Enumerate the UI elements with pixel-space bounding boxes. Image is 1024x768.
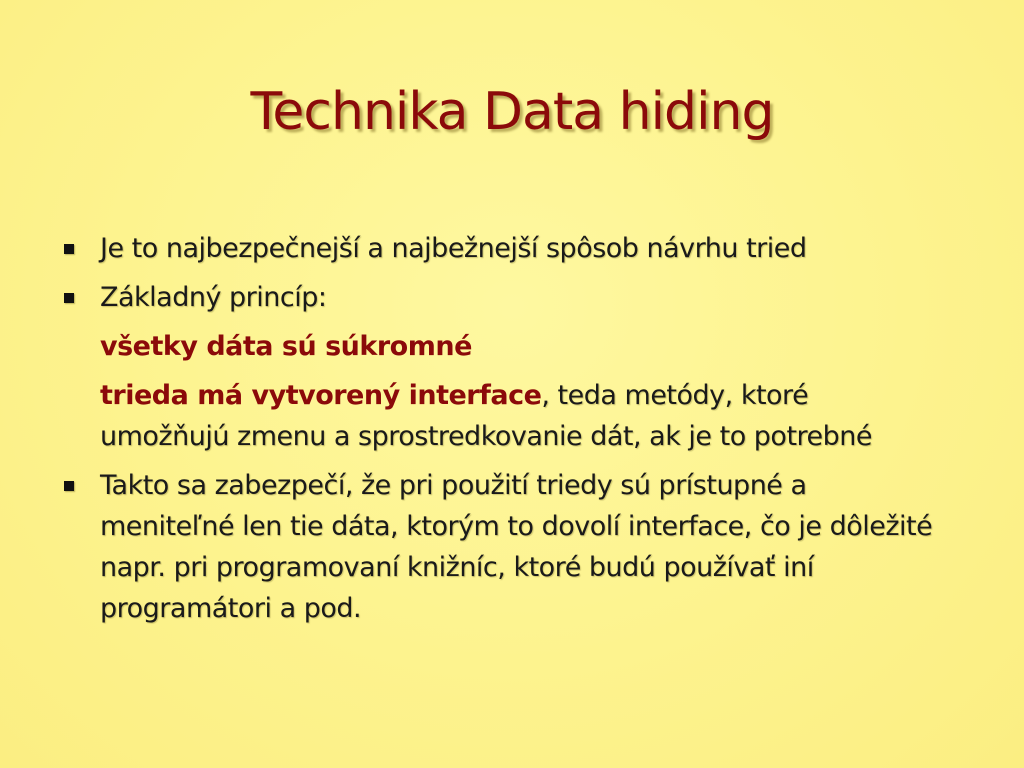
principle-item-2 [60, 375, 940, 457]
slide-body [60, 228, 940, 629]
bullet-text-2: Základný princíp: [100, 282, 327, 313]
square-bullet-icon [64, 293, 74, 303]
square-bullet-icon [64, 244, 74, 254]
bullet-item-2 [60, 277, 940, 318]
bullet-item-3 [60, 465, 940, 629]
principle-text-2-emphasis: trieda má vytvorený interface [100, 380, 542, 411]
bullet-text-3: Takto sa zabezpečí, že pri použití triedy sú prístupné a meniteľné len tie dáta, ktorým to dovolí interface, čo je dôležité napr. pri programovaní knižníc, ktoré budú používať iní programátori a pod. [100, 470, 933, 624]
slide-title: Technika Data hiding [250, 82, 774, 142]
principle-text-1: všetky dáta sú súkromné [100, 331, 472, 362]
principle-text-2-rest: , teda metódy, ktoré umožňujú zmenu a sprostredkovanie dát, ak je to potrebné [100, 380, 873, 452]
principle-item-1 [60, 326, 940, 367]
bullet-text-1: Je to najbezpečnejší a najbežnejší spôsob návrhu tried [100, 233, 807, 264]
square-bullet-icon [64, 481, 74, 491]
bullet-item-1 [60, 228, 940, 269]
